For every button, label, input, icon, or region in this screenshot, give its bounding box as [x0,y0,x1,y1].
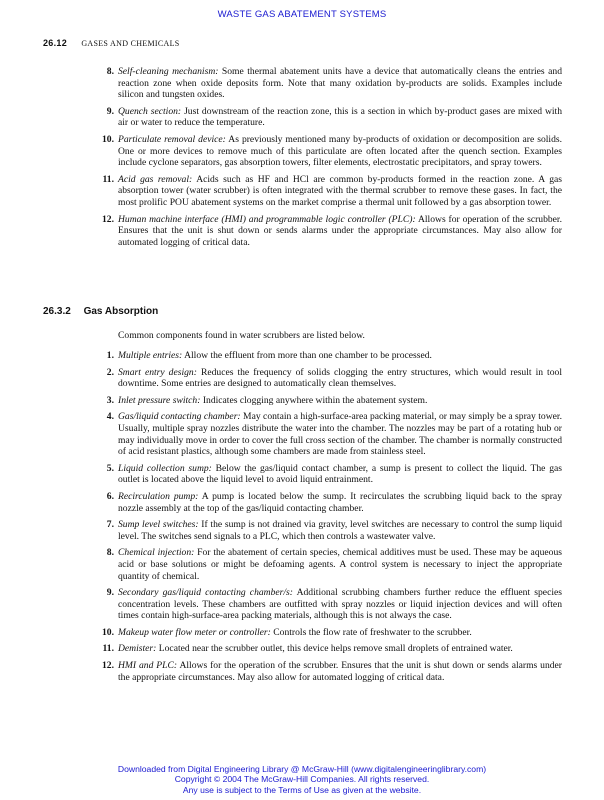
item-number: 7. [106,519,114,531]
item-number: 10. [102,626,114,638]
page-header [43,38,180,48]
item-number: 10. [102,133,114,145]
section-intro: Common components found in water scrubbers are listed below. [118,330,365,341]
item-text: For the abatement of certain species, chemical additives must be used. These may be aqueous acid or base solutions or might be defoaming agents. A control system is necessary to inject the appropriate quantity of chemical. [118,547,562,582]
item-number: 9. [106,587,114,599]
item-term: Acid gas removal: [118,173,193,185]
item-text: May contain a high-surface-area packing material, or may simply be a spray tower. Usually, multiple spray nozzles distribute the water into the chamber. The nozzles may be part of a rotating hub or may individually move in order to cover the full cross section of the chamber. The chamber is normally constructed of acid resistant plastics, although some chambers are made from stainless steel. [118,411,562,458]
list-item [102,643,562,655]
list-item [106,411,562,458]
list-item [106,105,562,129]
chapter-title: GASES AND CHEMICALS [81,39,180,48]
list-item [106,66,562,101]
item-text: Controls the flow rate of freshwater to the scrubber. [270,626,472,638]
component-list-thermal [102,66,562,253]
item-term: Liquid collection sump: [118,462,212,474]
list-item [106,394,562,407]
list-item [106,366,562,390]
list-item [102,660,563,683]
item-term: Inlet pressure switch: [118,394,201,406]
item-text: Additional scrubbing chambers further reduce the effluent species concentration levels. These chambers are outfitted with spray nozzles or liquid injection devices and will often times contain high-surface-area packing materials, although this is not always the case. [118,587,562,622]
list-item [102,626,562,639]
list-item [106,462,562,486]
item-number: 1. [106,350,114,361]
item-number: 8. [106,547,114,559]
item-text: Located near the scrubber outlet, this device helps remove small droplets of entrained water. [156,643,513,655]
item-text: Allows for operation of the scrubber. Ensures that the unit is shut down or sends alarms under the appropriate circumstances. May also allow for automated logging of critical data. [118,213,562,248]
item-term: Gas/liquid contacting chamber: [118,411,241,423]
item-term: HMI and PLC: [118,660,178,672]
item-number: 11. [102,643,114,655]
list-item [106,547,562,582]
item-term: Human machine interface (HMI) and programmable logic controller (PLC): [118,213,416,225]
item-text: Allows for the operation of the scrubber. Ensures that the unit is shut down or sends alarms under the appropriate circumstances. May also allow for automated logging of critical data. [118,660,563,683]
item-term: Secondary gas/liquid contacting chamber/s: [118,587,293,599]
list-item [106,587,562,622]
list-item [106,519,562,542]
section-heading [43,306,158,317]
item-term: Makeup water flow meter or controller: [118,626,271,638]
list-item [102,213,562,249]
list-item [106,350,562,362]
list-item [102,173,562,209]
item-text: Reduces the frequency of solids clogging the entry structures, which would result in tool downtime. Some entries are designed to automatically clean themselves. [118,366,562,390]
item-term: Chemical injection: [118,547,195,559]
item-text: Acids such as HF and HCl are common by-products formed in the reaction zone. A gas absorption tower (water scrubber) is often integrated with the thermal scrubber to remove these gases. In fact, the most prolific POU abatement systems on the market comprise a thermal unit followed by a gas absorption tower. [118,173,562,208]
footer-download-link[interactable]: Downloaded from Digital Engineering Library @ McGraw-Hill (www.digitalengineeringlibrary.com) [117,764,487,774]
item-number: 12. [102,213,114,225]
item-term: Smart entry design: [118,366,197,378]
item-term: Multiple entries: [118,350,183,361]
item-term: Quench section: [118,105,182,117]
item-text: Allow the effluent from more than one chamber to be processed. [182,350,432,361]
item-term: Recirculation pump: [118,490,199,502]
item-number: 6. [106,490,114,502]
item-text: Indicates clogging anywhere within the abatement system. [200,394,428,406]
item-term: Self-cleaning mechanism: [118,66,219,77]
item-text: If the sump is not drained via gravity, level switches are necessary to control the sump liquid level. The switches send signals to a PLC, which then controls a wastewater valve. [118,519,562,542]
item-text: Some thermal abatement units have a device that automatically cleans the entries and reaction zone when oxide deposits form. Note that many oxidation by-products are solids. Examples include silicon and tungsten oxides. [118,66,562,101]
item-number: 9. [106,105,114,117]
page-footer [0,764,604,795]
item-number: 11. [102,173,114,185]
item-term: Demister: [118,643,157,655]
footer-terms-link[interactable]: Any use is subject to the Terms of Use as given at the website. [182,784,422,795]
section-number: 26.3.2 [43,306,71,317]
item-term: Sump level switches: [118,519,199,531]
item-number: 5. [106,462,114,474]
item-text: Just downstream of the reaction zone, this is a section in which by-product gases are mixed with air or water to reduce the temperature. [118,105,562,129]
item-number: 8. [106,66,114,77]
running-header: WASTE GAS ABATEMENT SYSTEMS [217,9,387,20]
item-text: A pump is located below the sump. It recirculates the scrubbing liquid back to the spray nozzle assembly at the top of the gas/liquid contacting chamber. [118,490,562,514]
list-item [106,490,562,514]
section-title: Gas Absorption [83,306,159,317]
list-item [102,133,562,169]
page-number: 26.12 [43,38,68,48]
item-text: Below the gas/liquid contact chamber, a sump is present to collect the liquid. The gas outlet is located above the liquid level to avoid liquid entrainment. [118,462,562,486]
footer-copyright: Copyright © 2004 The McGraw-Hill Companies. All rights reserved. [174,774,430,785]
item-number: 4. [106,411,114,423]
item-number: 12. [102,660,114,672]
item-number: 3. [106,394,114,406]
item-text: As previously mentioned many by-products of oxidation or decomposition are solids. One or more devices to remove much of this particulate are often located after the quench section. Examples include cyclone separators, gas absorption towers, filter elements, electrostatic precipitators, and spray towers. [118,133,562,169]
item-number: 2. [106,366,114,378]
item-term: Particulate removal device: [118,133,226,145]
component-list-scrubber [102,350,563,688]
